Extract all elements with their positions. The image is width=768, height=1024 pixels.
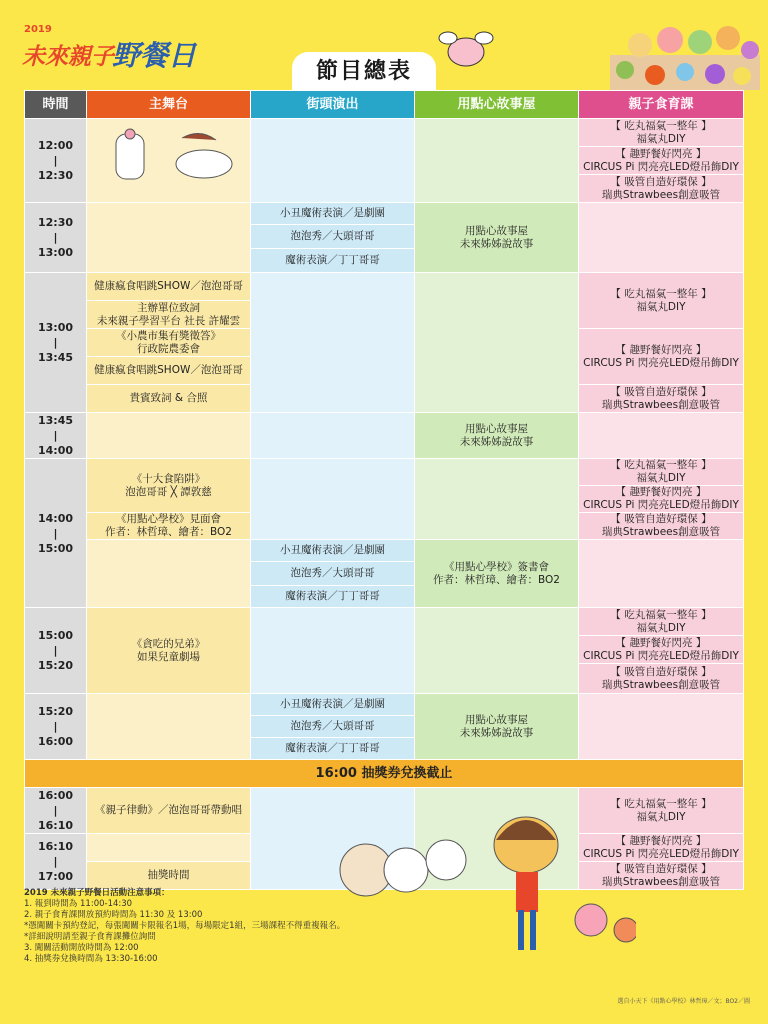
main-line-2: 行政院農委會: [137, 342, 200, 355]
time-end: 17:00: [37, 870, 73, 883]
main-family-rhythm: 《親子律動》／泡泡哥哥帶動唱: [87, 788, 251, 834]
course-title: 【 吸管自造好環保 】: [610, 513, 712, 525]
main-line-1: 《用點心學校》見面會: [116, 513, 221, 525]
street-magic: 魔術表演／丁丁哥哥: [251, 738, 415, 760]
course-item-2: [579, 636, 744, 664]
course-subtitle: 福氣丸DIY: [636, 472, 686, 484]
course-subtitle: 福氣丸DIY: [636, 300, 686, 313]
course-subtitle: CIRCUS Pi 閃亮亮LED燈吊飾DIY: [583, 356, 739, 369]
time-start: 13:45: [37, 414, 73, 427]
main-line-1: 主辦單位致詞: [137, 301, 200, 314]
course-item-3: [579, 664, 744, 694]
course-item-2: [579, 329, 744, 385]
course-item-3: [579, 175, 744, 203]
course-title: 【 趣野餐好閃亮 】: [615, 636, 707, 649]
time-end: 15:00: [37, 541, 73, 555]
note-item: *憑闖關卡預約登記，每張闖關卡限報名1場，每場限定1組，三場課程不得重複報名。: [24, 921, 346, 931]
course-empty-1230: [579, 203, 744, 273]
course-subtitle: CIRCUS Pi 閃亮亮LED燈吊飾DIY: [583, 847, 739, 860]
time-start: 16:10: [37, 840, 73, 853]
course-item-2: [579, 486, 744, 513]
note-item: 4. 抽獎券兌換時間為 13:30-16:00: [24, 954, 158, 964]
milk-bottle-illustration: [94, 124, 244, 194]
time-slot-1600: 16:00 | 16:10: [25, 788, 87, 834]
time-slot-1400: 14:00 | 15:00: [25, 459, 87, 608]
event-logo: [20, 22, 210, 82]
course-empty-1345: [579, 413, 744, 459]
note-item: *詳細說明請至親子食育課攤位詢問: [24, 932, 156, 942]
main-empty-1520: [87, 694, 251, 760]
logo-year: 2019: [24, 24, 52, 35]
course-item-3: [579, 513, 744, 540]
course-empty-1430: [579, 540, 744, 608]
time-slot-1520: 15:20 | 16:00: [25, 694, 87, 760]
course-subtitle: 瑞典Strawbees創意吸管: [601, 526, 721, 538]
course-subtitle: 瑞典Strawbees創意吸管: [601, 398, 721, 411]
course-item-1: [579, 119, 744, 147]
schedule-card: [24, 90, 743, 888]
course-title: 【 吃丸福氣一整年 】: [610, 608, 712, 621]
time-start: 12:00: [37, 139, 73, 152]
story-empty-1200: [415, 119, 579, 203]
main-stage-illustration-cell: [87, 119, 251, 203]
course-subtitle: 瑞典Strawbees創意吸管: [601, 188, 721, 201]
header-row: [25, 91, 744, 119]
course-item-2: [579, 147, 744, 175]
header-story-house: 用點心故事屋: [415, 91, 579, 119]
story-empty-1300: [415, 273, 579, 413]
story-title: 用點心故事屋: [465, 713, 528, 726]
header-course: 親子食育課: [579, 91, 744, 119]
time-start: 13:00: [37, 321, 73, 334]
course-title: 【 趣野餐好閃亮 】: [615, 486, 707, 498]
story-empty-1500: [415, 608, 579, 694]
course-subtitle: CIRCUS Pi 閃亮亮LED燈吊飾DIY: [583, 499, 739, 511]
street-magic: 魔術表演／丁丁哥哥: [251, 586, 415, 608]
course-title: 【 吃丸福氣一整年 】: [610, 287, 712, 300]
course-subtitle: 福氣丸DIY: [636, 810, 686, 823]
story-house-1230: [415, 203, 579, 273]
main-meet-greet: [87, 513, 251, 540]
logo-text-2: 野餐日: [112, 39, 197, 72]
notes-title: 2019 未來親子野餐日活動注意事項：: [24, 888, 170, 898]
course-title: 【 吸管自造好環保 】: [610, 862, 712, 875]
note-item: 3. 闖關活動開放時間為 12:00: [24, 943, 139, 953]
cartoon-crowd-illustration: [600, 10, 760, 90]
main-empty-1345: [87, 413, 251, 459]
course-subtitle: 瑞典Strawbees創意吸管: [601, 678, 721, 691]
schedule-table: [24, 90, 744, 890]
lottery-deadline-banner: 16:00 抽獎券兌換截止: [25, 760, 744, 788]
street-empty-1500: [251, 608, 415, 694]
time-slot-1230: 12:30 | 13:00: [25, 203, 87, 273]
main-greedy-brothers: [87, 608, 251, 694]
story-title: 用點心故事屋: [465, 422, 528, 435]
street-clown: 小丑魔術表演／是劇團: [251, 203, 415, 225]
time-slot-1345: 13:45 | 14:00: [25, 413, 87, 459]
story-subtitle: 作者：林哲璋、繪者：BO2: [433, 573, 560, 586]
time-start: 16:00: [37, 789, 73, 802]
street-empty-1200: [251, 119, 415, 203]
course-title: 【 吃丸福氣一整年 】: [610, 797, 712, 810]
story-subtitle: 未來姊姊說故事: [459, 237, 534, 250]
note-item: 2. 親子食育課開放預約時間為 11:30 及 13:00: [24, 910, 203, 920]
course-title: 【 趣野餐好閃亮 】: [615, 147, 707, 160]
course-item-1: [579, 273, 744, 329]
story-subtitle: 未來姊姊說故事: [459, 726, 534, 739]
main-show-1: 健康瘋食唱跳SHOW／泡泡哥哥: [87, 273, 251, 301]
course-subtitle: 福氣丸DIY: [636, 132, 686, 145]
header-time: 時間: [25, 91, 87, 119]
course-title: 【 趣野餐好閃亮 】: [615, 343, 707, 356]
time-end: 13:45: [37, 351, 73, 364]
story-title: 用點心故事屋: [465, 224, 528, 237]
street-bubble: 泡泡秀／大頭哥哥: [251, 225, 415, 249]
main-line-2: 未來親子學習平台 社長 許耀雲: [96, 314, 241, 327]
time-slot-1610: 16:10 | 17:00: [25, 834, 87, 890]
main-quiz: [87, 329, 251, 357]
main-line-1: 《貪吃的兄弟》: [131, 637, 206, 650]
main-line-1: 《小農市集有獎徵答》: [116, 329, 221, 342]
main-lottery: 抽獎時間: [87, 862, 251, 890]
course-subtitle: 瑞典Strawbees創意吸管: [601, 875, 721, 888]
course-title: 【 趣野餐好閃亮 】: [615, 834, 707, 847]
main-line-2: 泡泡哥哥 ╳ 譚敦慈: [125, 485, 212, 498]
course-title: 【 吸管自造好環保 】: [610, 385, 712, 398]
event-notes: [24, 888, 444, 965]
street-bubble: 泡泡秀／大頭哥哥: [251, 562, 415, 586]
page-title: 節目總表: [292, 52, 436, 90]
time-slot-1200: 12:00 | 12:30: [25, 119, 87, 203]
time-start: 14:00: [37, 511, 73, 525]
time-slot-1500: 15:00 | 15:20: [25, 608, 87, 694]
main-empty-1610: [87, 834, 251, 862]
main-guest-photo: 貴賓致詞 & 合照: [87, 385, 251, 413]
story-title: 《用點心學校》簽書會: [444, 560, 549, 573]
header-main-stage: 主舞台: [87, 91, 251, 119]
time-end: 12:30: [37, 169, 73, 182]
course-title: 【 吸管自造好環保 】: [610, 665, 712, 678]
story-book-signing: [415, 540, 579, 608]
time-end: 14:00: [37, 444, 73, 457]
course-title: 【 吃丸福氣一整年 】: [610, 119, 712, 132]
main-show-2: 健康瘋食唱跳SHOW／泡泡哥哥: [87, 357, 251, 385]
street-clown: 小丑魔術表演／是劇團: [251, 694, 415, 716]
time-start: 12:30: [37, 216, 73, 229]
course-item-3: [579, 385, 744, 413]
street-empty-1400: [251, 459, 415, 540]
street-empty-1345: [251, 413, 415, 459]
time-start: 15:20: [37, 705, 73, 718]
course-title: 【 吸管自造好環保 】: [610, 175, 712, 188]
main-line-1: 《十大食陷阱》: [131, 472, 206, 485]
story-house-1520: [415, 694, 579, 760]
main-line-2: 如果兒童劇場: [137, 650, 200, 663]
illustration-credit: 選自小天下《用點心學校》林哲璋／文；BO2／圖: [617, 998, 750, 1005]
course-subtitle: CIRCUS Pi 閃亮亮LED燈吊飾DIY: [583, 649, 739, 662]
time-end: 16:10: [37, 819, 73, 832]
street-bubble: 泡泡秀／大頭哥哥: [251, 716, 415, 738]
course-empty-1520: [579, 694, 744, 760]
logo-text-1: 未來親子: [22, 44, 114, 70]
course-item-1: [579, 608, 744, 636]
time-end: 13:00: [37, 246, 73, 259]
main-food-traps: [87, 459, 251, 513]
main-line-2: 作者：林哲璋、繪者：BO2: [105, 526, 232, 538]
story-subtitle: 未來姊姊說故事: [459, 435, 534, 448]
note-item: 1. 報到時間為 11:00-14:30: [24, 899, 133, 909]
time-end: 16:00: [37, 735, 73, 748]
course-subtitle: CIRCUS Pi 閃亮亮LED燈吊飾DIY: [583, 160, 739, 173]
course-subtitle: 福氣丸DIY: [636, 621, 686, 634]
time-end: 15:20: [37, 659, 73, 672]
flying-pig-illustration: [436, 24, 496, 74]
time-start: 15:00: [37, 629, 73, 642]
main-empty-1230: [87, 203, 251, 273]
street-clown: 小丑魔術表演／是劇團: [251, 540, 415, 562]
story-empty-1400: [415, 459, 579, 540]
main-empty-1430: [87, 540, 251, 608]
time-slot-1300: 13:00 | 13:45: [25, 273, 87, 413]
course-item-1: [579, 459, 744, 486]
story-house-1345: [415, 413, 579, 459]
street-empty-1300: [251, 273, 415, 413]
main-opening-speech: [87, 301, 251, 329]
street-magic: 魔術表演／丁丁哥哥: [251, 249, 415, 273]
header-street: 街頭演出: [251, 91, 415, 119]
course-title: 【 吃丸福氣一整年 】: [610, 459, 712, 471]
